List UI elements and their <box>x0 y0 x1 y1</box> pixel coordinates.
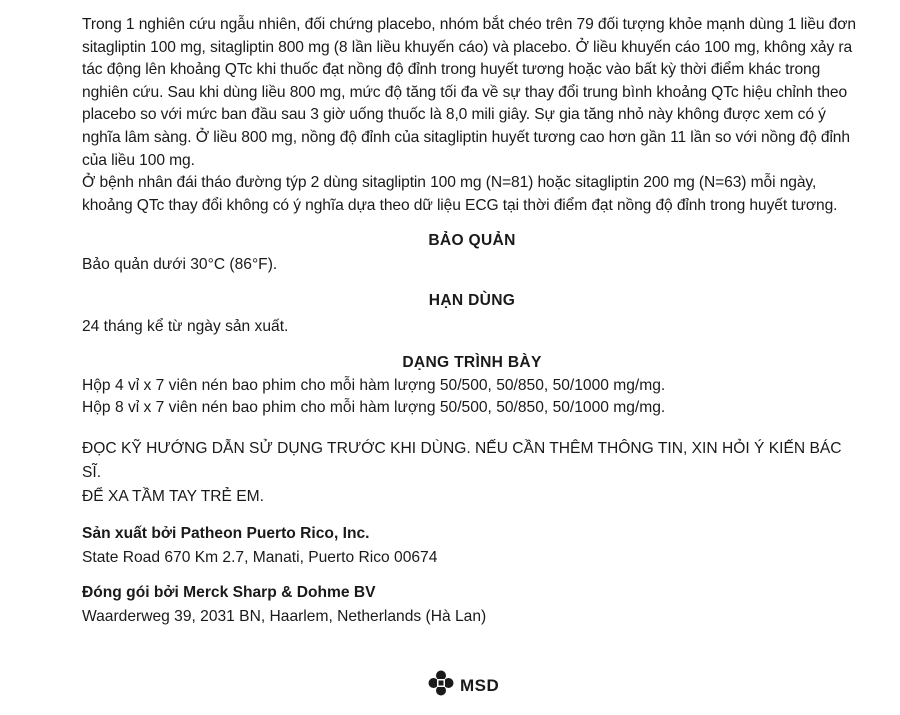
msd-logo-icon <box>428 670 454 701</box>
warning-read-instructions: ĐỌC KỸ HƯỚNG DẪN SỬ DỤNG TRƯỚC KHI DÙNG. NẾU CẦN THÊM THÔNG TIN, XIN HỎI Ý KIẾN BÁC SĨ. <box>82 440 842 482</box>
msd-logo <box>428 670 499 701</box>
presentation-line-2: Hộp 8 vỉ x 7 viên nén bao phim cho mỗi hàm lượng 50/500, 50/850, 50/1000 mg/mg. <box>82 399 666 417</box>
presentation-heading: DẠNG TRÌNH BÀY <box>402 354 542 372</box>
manufacturer-address: State Road 670 Km 2.7, Manati, Puerto Rico 00674 <box>82 549 438 567</box>
packager-address: Waarderweg 39, 2031 BN, Haarlem, Netherlands (Hà Lan) <box>82 608 487 626</box>
packager-label: Đóng gói bởi Merck Sharp & Dohme BV <box>82 584 376 602</box>
pharmacodynamics-paragraph-2: Ở bệnh nhân đái tháo đường týp 2 dùng sitagliptin 100 mg (N=81) hoặc sitagliptin 200 mg (N=63) mỗi ngày, khoảng QTc thay đổi không có ý nghĩa dựa theo dữ liệu ECG tại thời điểm đạt nồng độ đỉnh trong huyết tương. <box>82 174 838 214</box>
shelf-life-text: 24 tháng kể từ ngày sản xuất. <box>82 318 289 336</box>
document-page <box>82 14 862 628</box>
manufacturer-label: Sản xuất bởi Patheon Puerto Rico, Inc. <box>82 525 370 543</box>
shelf-life-heading: HẠN DÙNG <box>428 292 516 310</box>
storage-heading: BẢO QUẢN <box>428 232 516 250</box>
msd-logo-text: MSD <box>460 675 500 695</box>
presentation-line-1: Hộp 4 vỉ x 7 viên nén bao phim cho mỗi hàm lượng 50/500, 50/850, 50/1000 mg/mg. <box>82 377 666 395</box>
pharmacodynamics-paragraph-1: Trong 1 nghiên cứu ngẫu nhiên, đối chứng placebo, nhóm bắt chéo trên 79 đối tượng khỏe mạnh dùng 1 liều đơn sitagliptin 100 mg, sitagliptin 800 mg (8 lần liều khuyến cáo) và placebo. Ở liều khuyến cáo 100 mg, không xảy ra tác động lên khoảng QTc khi thuốc đạt nồng độ đỉnh trong huyết tương hoặc vào bất kỳ thời điểm khác trong nghiên cứu. Sau khi dùng liều 800 mg, mức độ tăng tối đa về sự thay đổi trung bình khoảng QTc hiệu chỉnh theo placebo so với mức ban đầu sau 3 giờ uống thuốc là 8,0 mili giây. Sự gia tăng nhỏ này không được xem có ý nghĩa lâm sàng. Ở liều 800 mg, nồng độ đỉnh của sitagliptin huyết tương cao hơn gần 11 lần so với nồng độ đỉnh của liều 100 mg. <box>82 16 856 169</box>
storage-text: Bảo quản dưới 30°C (86°F). <box>82 256 278 274</box>
warning-keep-away: ĐỂ XA TẦM TAY TRẺ EM. <box>82 488 264 506</box>
